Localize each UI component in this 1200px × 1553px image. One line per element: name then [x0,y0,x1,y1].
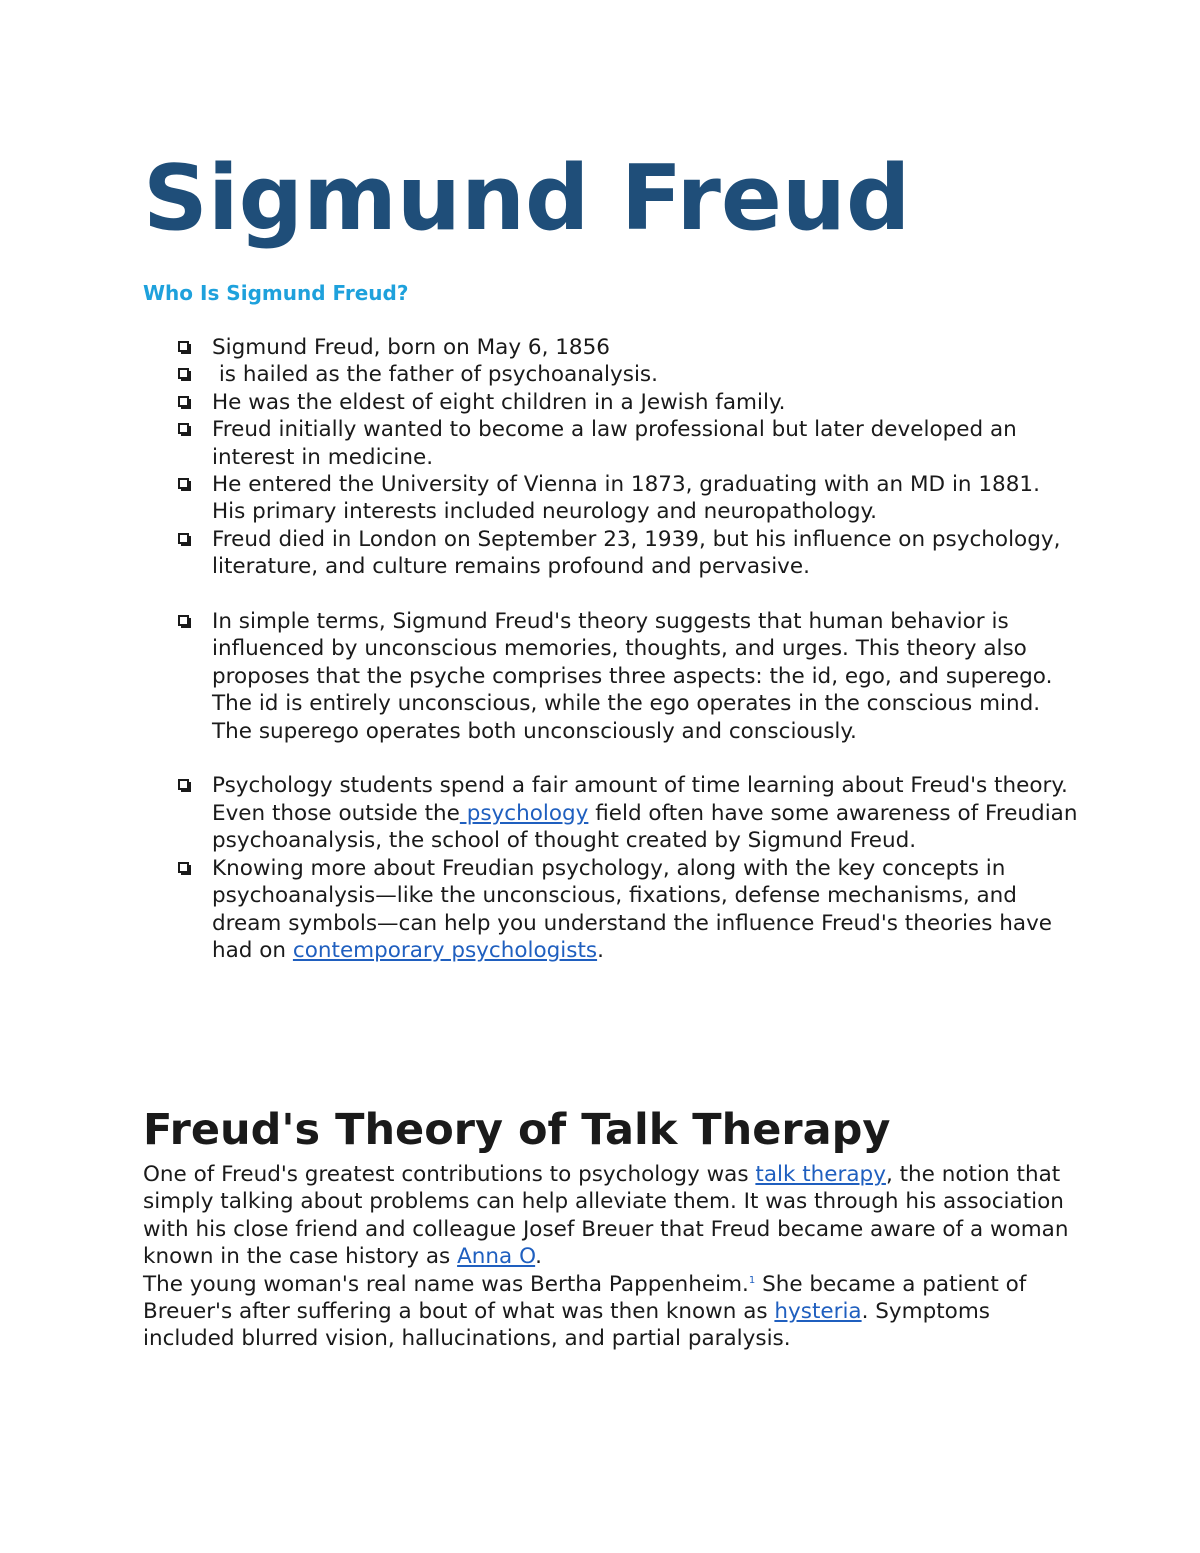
section-heading: Freud's Theory of Talk Therapy [143,1105,891,1155]
paragraph-text: . Symptoms included blurred vision, hallucinations, and partial paralysis. [143,1299,990,1352]
checkbox-bullet-icon [178,615,189,626]
list-item [178,389,1078,416]
list-item [178,334,1078,361]
checkbox-bullet-icon [178,341,189,352]
paragraph-text: . [535,1244,542,1270]
list-item-text: He was the eldest of eight children in a Jewish family. [212,389,786,415]
list-item [178,855,1078,965]
paragraph-text: She became a patient of Breuer's after suffering a bout of what was then known as [143,1271,1027,1325]
checkbox-bullet-icon [178,478,189,489]
psychology-link[interactable]: psychology [459,800,589,826]
list-item [178,772,1078,854]
list-item [178,416,1078,471]
list-item-text: Knowing more about Freudian psychology, along with the key concepts in psychoanalysis—like the unconscious, fixations, defense mechanisms, and dream symbols—can help you understand the influence Freud's theories have had on [212,855,1053,963]
list-item-text: field often have some awareness of Freudian psychoanalysis, the school of thought created by Sigmund Freud. [212,800,1078,854]
list-item-text: Sigmund Freud, born on May 6, 1856 [212,335,610,360]
checkbox-bullet-icon [178,862,189,873]
paragraph-text: , the notion that simply talking about problems can help alleviate them. It was through his association with his close friend and colleague Josef Breuer that Freud became aware of a woman known in the case history as [143,1162,1069,1270]
paragraph-text: The young woman's real name was Bertha Pappenheim. [143,1271,749,1297]
checkbox-bullet-icon [178,368,189,379]
body-paragraph [143,1161,1073,1353]
list-item-text: Psychology students spend a fair amount of time learning about Freud's theory. Even those outside the [212,773,1068,826]
contemporary-psychologists-link[interactable]: contemporary psychologists [292,937,598,963]
list-item [178,361,1078,388]
checkbox-bullet-icon [178,396,189,407]
checkbox-bullet-icon [178,533,189,544]
paragraph-text: One of Freud's greatest contributions to psychology was [143,1162,756,1187]
talk-therapy-link[interactable]: talk therapy [755,1162,886,1187]
list-item-text: He entered the University of Vienna in 1873, graduating with an MD in 1881. His primary interests included neurology and neuropathology. [212,472,1040,525]
list-item-text: is hailed as the father of psychoanalysis. [212,362,658,388]
checkbox-bullet-icon [178,779,189,790]
footnote-marker[interactable]: 1 [748,1274,756,1286]
page-title: Sigmund Freud [143,146,911,251]
list-item [178,608,1078,745]
checkbox-bullet-icon [178,423,189,434]
hysteria-link[interactable]: hysteria [774,1299,862,1325]
list-item-text: Freud initially wanted to become a law professional but later developed an interest in medicine. [212,417,1017,470]
list-item-text: In simple terms, Sigmund Freud's theory suggests that human behavior is influenced by unconscious memories, thoughts, and urges. This theory also proposes that the psyche comprises three aspects: the id, ego, and superego. The id is entirely unconscious, while the ego operates in the conscious mind. The superego operates both unconsciously and consciously. [212,609,1053,744]
bullet-list [178,334,1078,964]
section-subtitle: Who Is Sigmund Freud? [143,281,409,305]
anna-o-link[interactable]: Anna O [457,1244,536,1270]
list-item [178,471,1078,526]
list-item [178,526,1078,581]
list-item-text: Freud died in London on September 23, 1939, but his influence on psychology, literature, and culture remains profound and pervasive. [212,526,1061,580]
list-item-text: . [597,937,604,963]
